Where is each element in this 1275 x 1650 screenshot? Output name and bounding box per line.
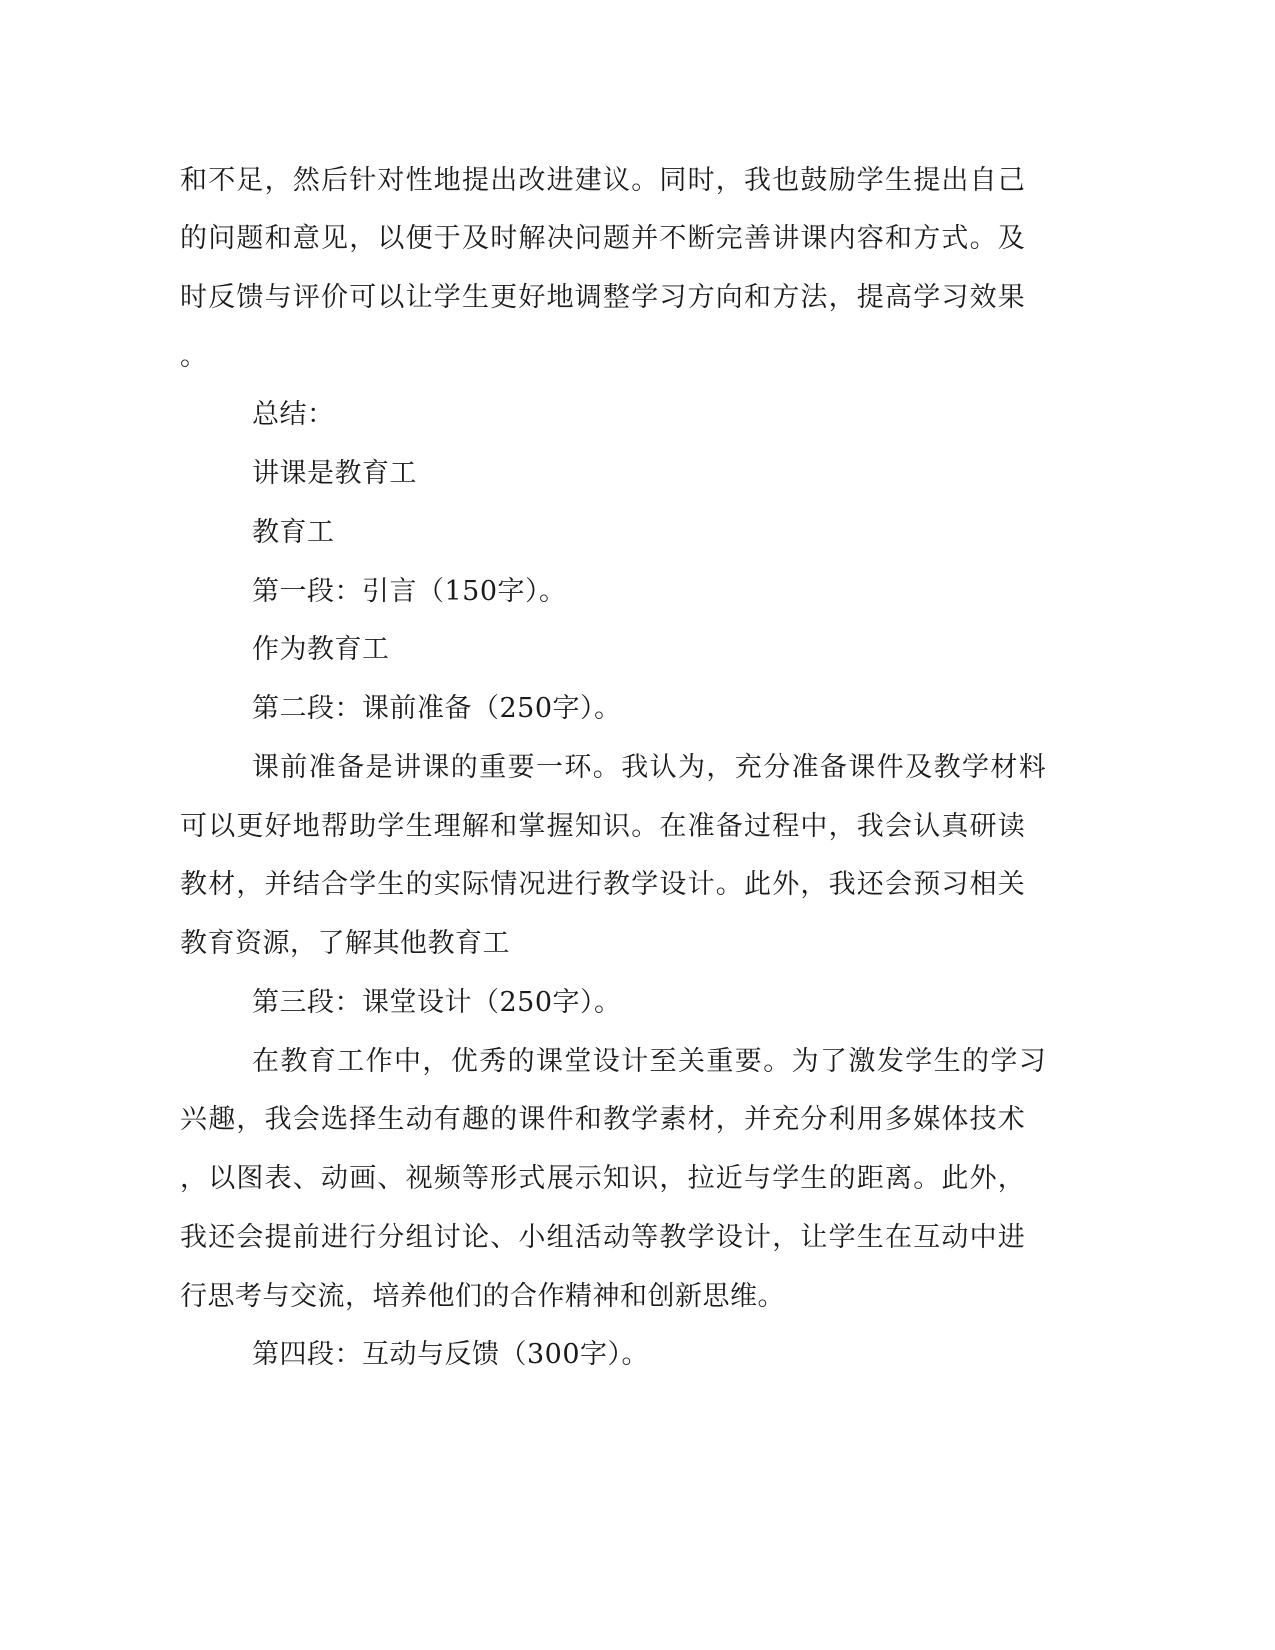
text-line: 课前准备是讲课的重要一环。我认为，充分准备课件及教学材料 bbox=[252, 752, 1048, 783]
text-line: 作为教育工 bbox=[252, 634, 390, 665]
text-line: 教育资源，了解其他教育工 bbox=[180, 928, 510, 959]
text-line: 的问题和意见，以便于及时解决问题并不断完善讲课内容和方式。及 bbox=[180, 223, 1026, 254]
text-line: 和不足，然后针对性地提出改进建议。同时，我也鼓励学生提出自己 bbox=[180, 165, 1026, 196]
text-line: 时反馈与评价可以让学生更好地调整学习方向和方法，提高学习效果 bbox=[180, 282, 1026, 313]
text-line: 兴趣，我会选择生动有趣的课件和教学素材，并充分利用多媒体技术 bbox=[180, 1104, 1026, 1135]
text-line: 。 bbox=[180, 341, 208, 372]
section-heading: 第三段：课堂设计（250字）。 bbox=[252, 987, 622, 1018]
text-line: ，以图表、动画、视频等形式展示知识，拉近与学生的距离。此外， bbox=[180, 1163, 1026, 1194]
text-line: 行思考与交流，培养他们的合作精神和创新思维。 bbox=[180, 1281, 785, 1312]
section-heading: 第四段：互动与反馈（300字）。 bbox=[252, 1339, 650, 1370]
text-line: 我还会提前进行分组讨论、小组活动等教学设计，让学生在互动中进 bbox=[180, 1222, 1026, 1253]
section-heading: 第二段：课前准备（250字）。 bbox=[252, 693, 622, 724]
text-line: 在教育工作中，优秀的课堂设计至关重要。为了激发学生的学习 bbox=[252, 1046, 1048, 1077]
text-line: 讲课是教育工 bbox=[252, 458, 417, 489]
section-heading: 第一段：引言（150字）。 bbox=[252, 576, 567, 607]
summary-heading: 总结： bbox=[252, 399, 335, 430]
text-line: 教育工 bbox=[252, 517, 335, 548]
text-line: 教材，并结合学生的实际情况进行教学设计。此外，我还会预习相关 bbox=[180, 869, 1026, 900]
text-line: 可以更好地帮助学生理解和掌握知识。在准备过程中，我会认真研读 bbox=[180, 811, 1026, 842]
